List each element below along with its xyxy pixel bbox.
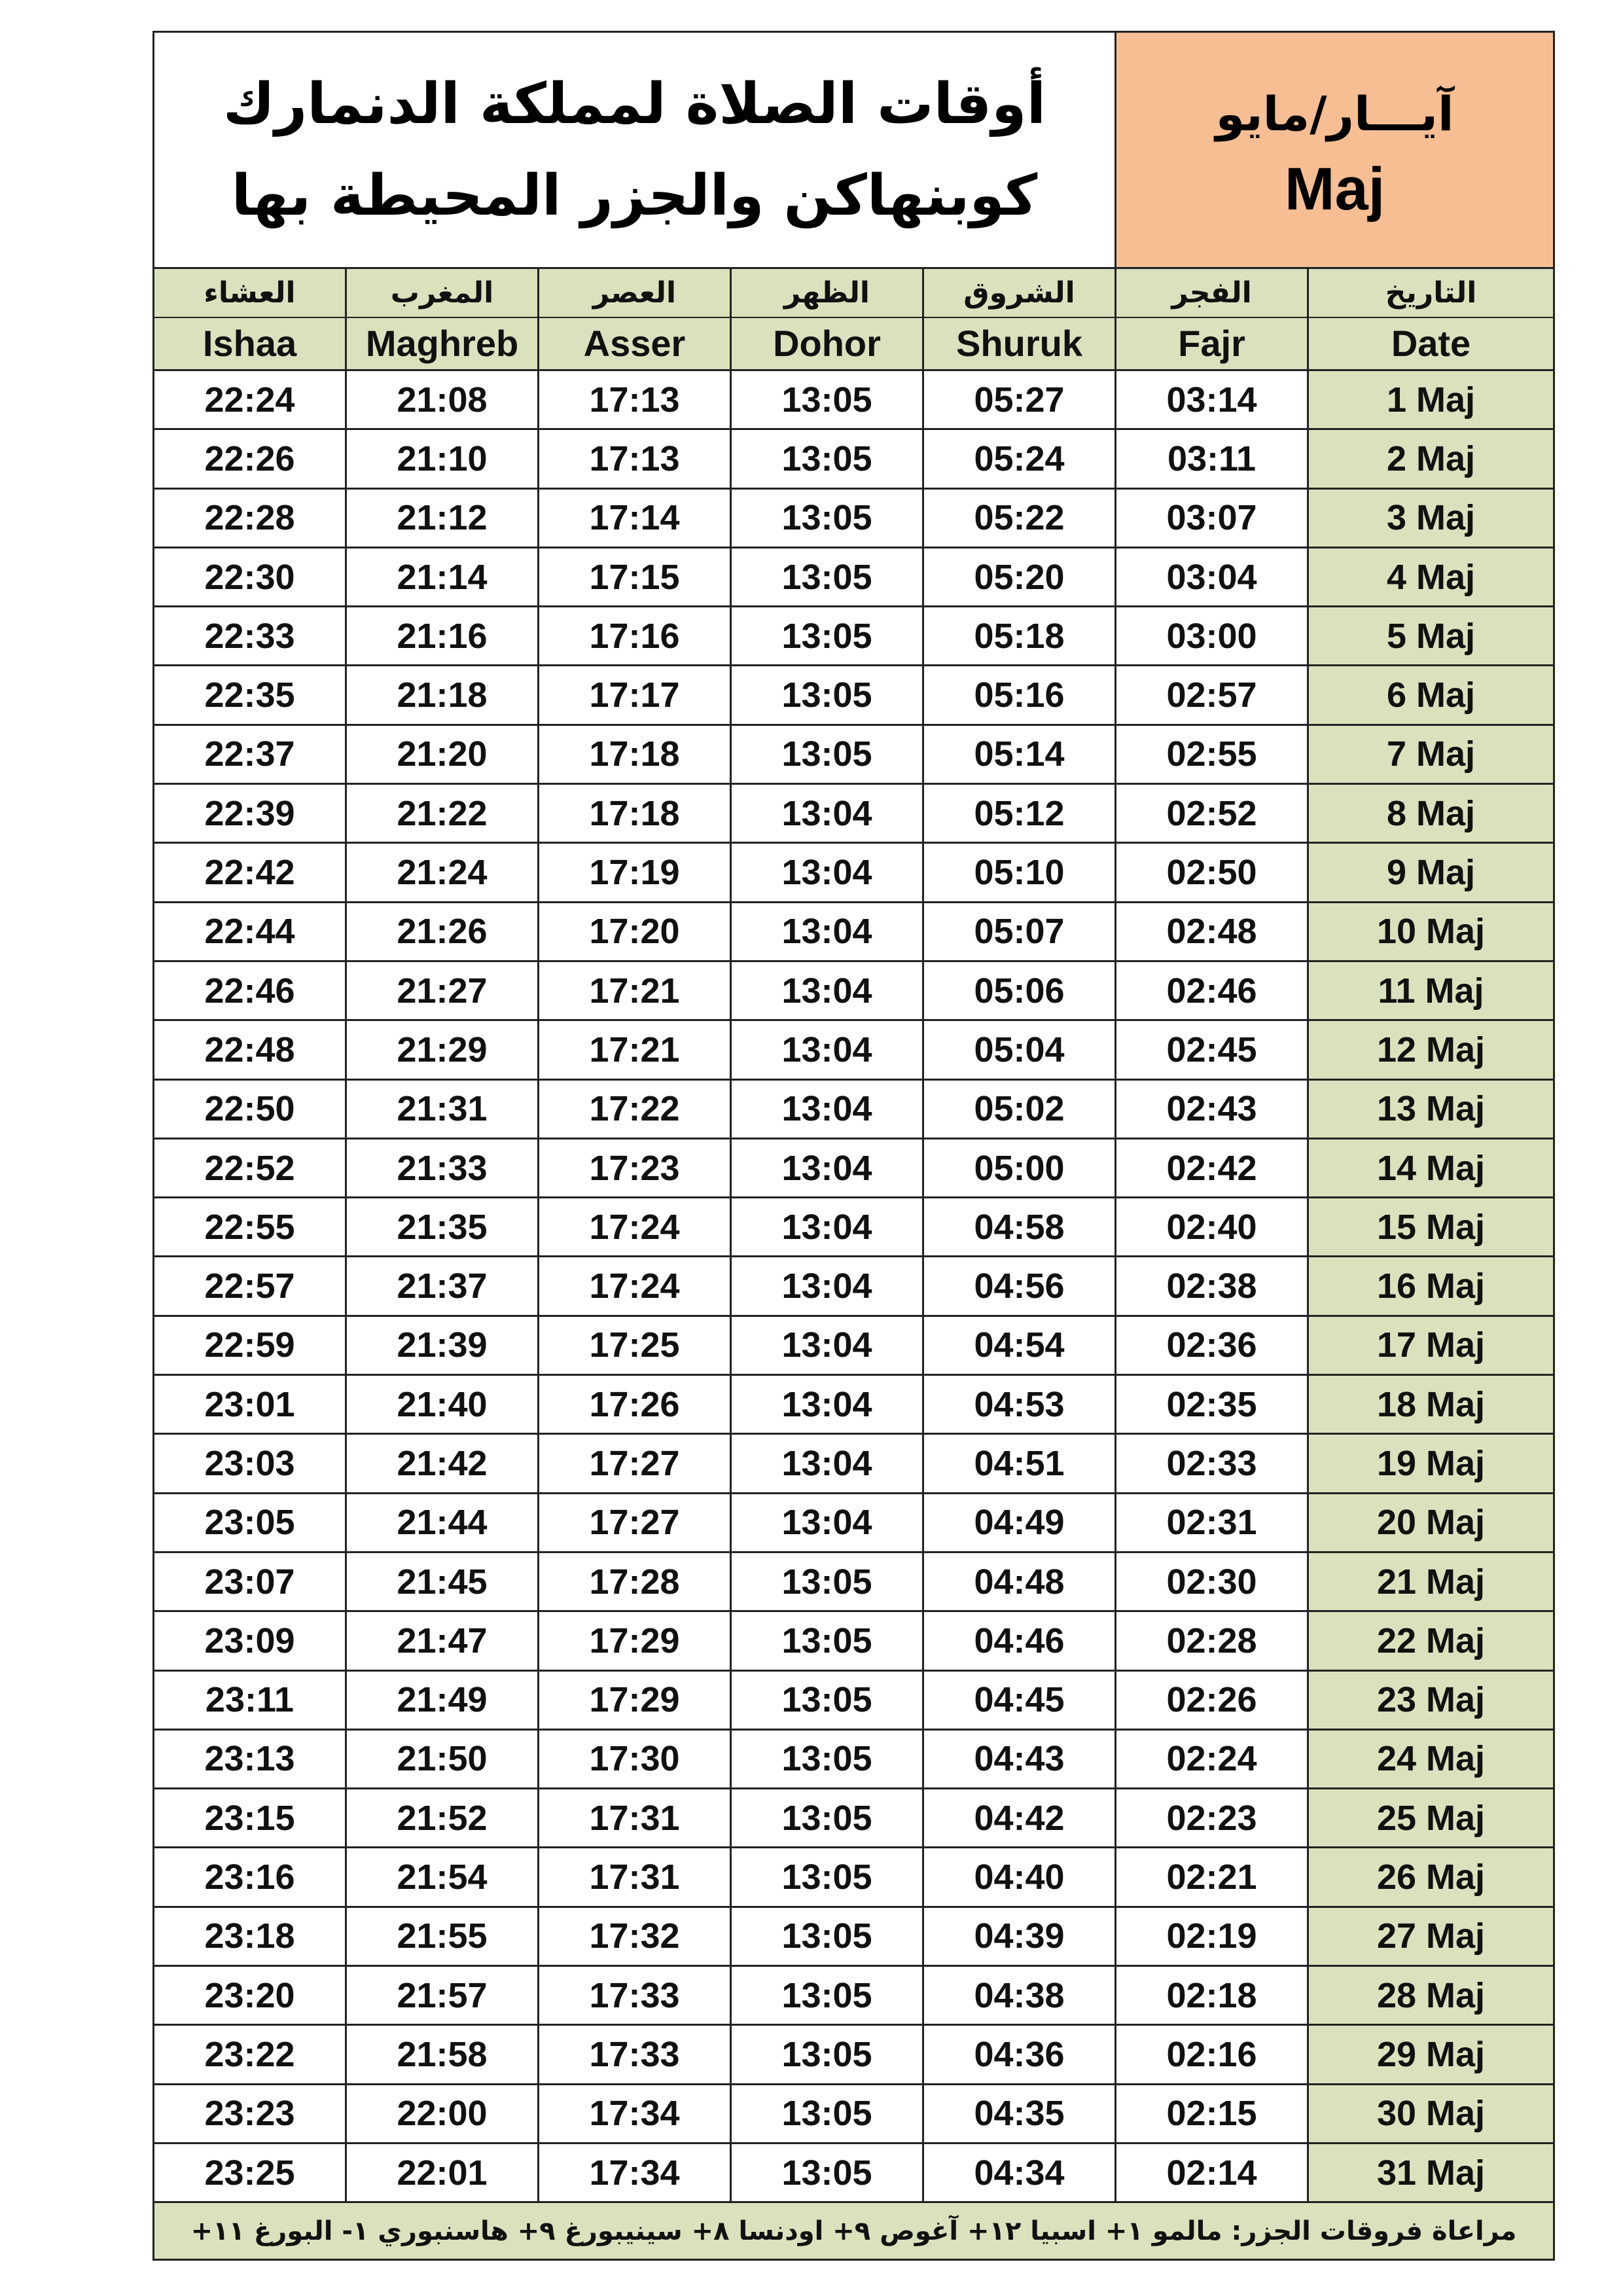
cell-shuruk: 04:56: [923, 1257, 1116, 1316]
cell-date: 5 Maj: [1308, 607, 1554, 666]
cell-asser: 17:15: [539, 547, 731, 606]
cell-fajr: 02:18: [1116, 1966, 1308, 2025]
cell-shuruk: 04:36: [923, 2025, 1116, 2084]
cell-maghreb: 21:54: [346, 1848, 539, 1907]
cell-fajr: 02:24: [1116, 1729, 1308, 1788]
cell-maghreb: 21:40: [346, 1375, 539, 1434]
cell-maghreb: 21:58: [346, 2025, 539, 2084]
cell-dohor: 13:05: [731, 1789, 923, 1848]
cell-dohor: 13:04: [731, 1493, 923, 1552]
cell-date: 3 Maj: [1308, 488, 1554, 547]
cell-shuruk: 04:40: [923, 1848, 1116, 1907]
cell-fajr: 02:50: [1116, 843, 1308, 902]
cell-dohor: 13:04: [731, 1138, 923, 1197]
table-row: [154, 488, 1554, 547]
cell-maghreb: 21:33: [346, 1138, 539, 1197]
cell-maghreb: 21:14: [346, 547, 539, 606]
cell-asser: 17:26: [539, 1375, 731, 1434]
cell-dohor: 13:04: [731, 961, 923, 1020]
column-header-ar-ishaa: العشاء: [154, 268, 346, 317]
table-row: [154, 1611, 1554, 1670]
cell-shuruk: 04:35: [923, 2084, 1116, 2143]
month-latin: Maj: [1284, 156, 1385, 223]
cell-ishaa: 23:15: [154, 1789, 346, 1848]
cell-date: 10 Maj: [1308, 902, 1554, 961]
column-header-ar-dohor: الظهر: [731, 268, 923, 317]
cell-asser: 17:18: [539, 725, 731, 783]
cell-asser: 17:14: [539, 488, 731, 547]
cell-maghreb: 21:20: [346, 725, 539, 783]
column-header-en-maghreb: Maghreb: [346, 317, 539, 370]
cell-dohor: 13:04: [731, 1316, 923, 1374]
cell-asser: 17:24: [539, 1198, 731, 1257]
column-header-en-shuruk: Shuruk: [923, 317, 1116, 370]
cell-date: 24 Maj: [1308, 1729, 1554, 1788]
cell-fajr: 03:14: [1116, 370, 1308, 429]
cell-fajr: 02:45: [1116, 1020, 1308, 1079]
cell-asser: 17:30: [539, 1729, 731, 1788]
table-row: [154, 784, 1554, 843]
column-header-en-date: Date: [1308, 317, 1554, 370]
cell-maghreb: 21:52: [346, 1789, 539, 1848]
cell-dohor: 13:04: [731, 1020, 923, 1079]
cell-ishaa: 23:11: [154, 1670, 346, 1729]
cell-shuruk: 05:27: [923, 370, 1116, 429]
column-header-en-ishaa: Ishaa: [154, 317, 346, 370]
column-header-arabic-row: [154, 268, 1554, 317]
cell-maghreb: 22:01: [346, 2143, 539, 2202]
column-header-ar-fajr: الفجر: [1116, 268, 1308, 317]
cell-ishaa: 23:03: [154, 1434, 346, 1493]
cell-ishaa: 22:33: [154, 607, 346, 666]
table-row: [154, 1848, 1554, 1907]
cell-ishaa: 22:48: [154, 1020, 346, 1079]
table-row: [154, 429, 1554, 488]
cell-fajr: 02:42: [1116, 1138, 1308, 1197]
cell-fajr: 03:07: [1116, 488, 1308, 547]
cell-shuruk: 05:24: [923, 429, 1116, 488]
column-header-en-fajr: Fajr: [1116, 317, 1308, 370]
cell-dohor: 13:04: [731, 1257, 923, 1316]
cell-maghreb: 21:55: [346, 1907, 539, 1965]
cell-date: 31 Maj: [1308, 2143, 1554, 2202]
cell-date: 22 Maj: [1308, 1611, 1554, 1670]
cell-asser: 17:27: [539, 1434, 731, 1493]
cell-date: 21 Maj: [1308, 1552, 1554, 1611]
table-row: [154, 961, 1554, 1020]
month-block: [1116, 32, 1554, 268]
title-header-row: [154, 32, 1554, 268]
cell-asser: 17:16: [539, 607, 731, 666]
cell-ishaa: 23:25: [154, 2143, 346, 2202]
cell-shuruk: 04:53: [923, 1375, 1116, 1434]
cell-date: 2 Maj: [1308, 429, 1554, 488]
cell-date: 23 Maj: [1308, 1670, 1554, 1729]
cell-shuruk: 04:34: [923, 2143, 1116, 2202]
cell-shuruk: 04:49: [923, 1493, 1116, 1552]
cell-date: 13 Maj: [1308, 1079, 1554, 1138]
cell-asser: 17:32: [539, 1907, 731, 1965]
table-row: [154, 1789, 1554, 1848]
cell-dohor: 13:05: [731, 429, 923, 488]
cell-dohor: 13:04: [731, 1079, 923, 1138]
table-row: [154, 1729, 1554, 1788]
cell-maghreb: 21:26: [346, 902, 539, 961]
cell-asser: 17:17: [539, 666, 731, 725]
column-header-ar-shuruk: الشروق: [923, 268, 1116, 317]
cell-fajr: 02:26: [1116, 1670, 1308, 1729]
table-row: [154, 1079, 1554, 1138]
cell-shuruk: 05:10: [923, 843, 1116, 902]
cell-maghreb: 21:24: [346, 843, 539, 902]
cell-asser: 17:29: [539, 1611, 731, 1670]
cell-asser: 17:28: [539, 1552, 731, 1611]
cell-asser: 17:29: [539, 1670, 731, 1729]
cell-shuruk: 05:20: [923, 547, 1116, 606]
cell-dohor: 13:05: [731, 2143, 923, 2202]
cell-shuruk: 05:06: [923, 961, 1116, 1020]
cell-asser: 17:31: [539, 1789, 731, 1848]
footer-row: [154, 2202, 1554, 2260]
table-row: [154, 1670, 1554, 1729]
cell-dohor: 13:04: [731, 843, 923, 902]
cell-dohor: 13:05: [731, 2084, 923, 2143]
cell-fajr: 02:38: [1116, 1257, 1308, 1316]
cell-asser: 17:18: [539, 784, 731, 843]
cell-maghreb: 21:39: [346, 1316, 539, 1374]
column-header-ar-maghreb: المغرب: [346, 268, 539, 317]
cell-maghreb: 21:12: [346, 488, 539, 547]
table-row: [154, 1198, 1554, 1257]
cell-ishaa: 22:59: [154, 1316, 346, 1374]
cell-ishaa: 23:20: [154, 1966, 346, 2025]
cell-fajr: 02:52: [1116, 784, 1308, 843]
cell-asser: 17:34: [539, 2143, 731, 2202]
cell-asser: 17:22: [539, 1079, 731, 1138]
table-row: [154, 843, 1554, 902]
cell-date: 29 Maj: [1308, 2025, 1554, 2084]
table-row: [154, 1257, 1554, 1316]
cell-maghreb: 21:45: [346, 1552, 539, 1611]
cell-ishaa: 22:26: [154, 429, 346, 488]
cell-asser: 17:13: [539, 429, 731, 488]
table-row: [154, 2025, 1554, 2084]
column-header-en-dohor: Dohor: [731, 317, 923, 370]
cell-fajr: 02:48: [1116, 902, 1308, 961]
cell-shuruk: 05:18: [923, 607, 1116, 666]
table-row: [154, 607, 1554, 666]
cell-ishaa: 23:18: [154, 1907, 346, 1965]
cell-date: 20 Maj: [1308, 1493, 1554, 1552]
cell-fajr: 02:15: [1116, 2084, 1308, 2143]
cell-ishaa: 22:46: [154, 961, 346, 1020]
table-row: [154, 902, 1554, 961]
cell-shuruk: 04:45: [923, 1670, 1116, 1729]
cell-asser: 17:23: [539, 1138, 731, 1197]
table-row: [154, 1138, 1554, 1197]
cell-fajr: 02:33: [1116, 1434, 1308, 1493]
cell-maghreb: 21:10: [346, 429, 539, 488]
cell-ishaa: 22:50: [154, 1079, 346, 1138]
cell-date: 16 Maj: [1308, 1257, 1554, 1316]
table-row: [154, 1907, 1554, 1965]
cell-fajr: 02:46: [1116, 961, 1308, 1020]
cell-dohor: 13:04: [731, 1375, 923, 1434]
table-row: [154, 2084, 1554, 2143]
cell-dohor: 13:05: [731, 607, 923, 666]
cell-shuruk: 04:48: [923, 1552, 1116, 1611]
table-row: [154, 370, 1554, 429]
cell-maghreb: 21:42: [346, 1434, 539, 1493]
cell-ishaa: 23:13: [154, 1729, 346, 1788]
table-row: [154, 666, 1554, 725]
cell-maghreb: 21:16: [346, 607, 539, 666]
prayer-times-table: [152, 31, 1555, 2261]
cell-shuruk: 05:00: [923, 1138, 1116, 1197]
cell-fajr: 02:16: [1116, 2025, 1308, 2084]
cell-fajr: 02:36: [1116, 1316, 1308, 1374]
cell-dohor: 13:05: [731, 1729, 923, 1788]
cell-asser: 17:25: [539, 1316, 731, 1374]
table-row: [154, 1375, 1554, 1434]
cell-shuruk: 04:38: [923, 1966, 1116, 2025]
cell-asser: 17:13: [539, 370, 731, 429]
title-line-1: أوقات الصلاة لمملكة الدنمارك: [223, 71, 1046, 137]
title-block: [154, 32, 1116, 268]
cell-dohor: 13:05: [731, 488, 923, 547]
cell-maghreb: 21:50: [346, 1729, 539, 1788]
cell-maghreb: 21:49: [346, 1670, 539, 1729]
cell-maghreb: 21:37: [346, 1257, 539, 1316]
cell-dohor: 13:05: [731, 725, 923, 783]
cell-maghreb: 22:00: [346, 2084, 539, 2143]
cell-date: 17 Maj: [1308, 1316, 1554, 1374]
cell-maghreb: 21:18: [346, 666, 539, 725]
cell-ishaa: 23:22: [154, 2025, 346, 2084]
table-row: [154, 725, 1554, 783]
table-row: [154, 547, 1554, 606]
cell-dohor: 13:05: [731, 1907, 923, 1965]
cell-ishaa: 22:55: [154, 1198, 346, 1257]
cell-date: 28 Maj: [1308, 1966, 1554, 2025]
cell-maghreb: 21:08: [346, 370, 539, 429]
cell-maghreb: 21:44: [346, 1493, 539, 1552]
column-header-ar-asser: العصر: [539, 268, 731, 317]
cell-fajr: 03:00: [1116, 607, 1308, 666]
column-header-en-asser: Asser: [539, 317, 731, 370]
cell-date: 30 Maj: [1308, 2084, 1554, 2143]
cell-ishaa: 23:05: [154, 1493, 346, 1552]
cell-shuruk: 04:43: [923, 1729, 1116, 1788]
cell-dohor: 13:05: [731, 1552, 923, 1611]
cell-shuruk: 04:54: [923, 1316, 1116, 1374]
cell-date: 25 Maj: [1308, 1789, 1554, 1848]
cell-date: 12 Maj: [1308, 1020, 1554, 1079]
cell-ishaa: 23:01: [154, 1375, 346, 1434]
cell-maghreb: 21:57: [346, 1966, 539, 2025]
cell-dohor: 13:05: [731, 547, 923, 606]
cell-ishaa: 23:09: [154, 1611, 346, 1670]
cell-date: 11 Maj: [1308, 961, 1554, 1020]
cell-date: 7 Maj: [1308, 725, 1554, 783]
cell-asser: 17:33: [539, 2025, 731, 2084]
cell-asser: 17:31: [539, 1848, 731, 1907]
cell-dohor: 13:04: [731, 784, 923, 843]
cell-fajr: 02:35: [1116, 1375, 1308, 1434]
prayer-times-sheet: [152, 31, 1553, 2261]
cell-shuruk: 05:12: [923, 784, 1116, 843]
cell-asser: 17:34: [539, 2084, 731, 2143]
cell-shuruk: 04:51: [923, 1434, 1116, 1493]
cell-maghreb: 21:29: [346, 1020, 539, 1079]
cell-dohor: 13:04: [731, 902, 923, 961]
table-row: [154, 1552, 1554, 1611]
cell-dohor: 13:05: [731, 2025, 923, 2084]
cell-fajr: 02:57: [1116, 666, 1308, 725]
table-row: [154, 1316, 1554, 1374]
cell-date: 18 Maj: [1308, 1375, 1554, 1434]
table-row: [154, 1493, 1554, 1552]
cell-shuruk: 05:22: [923, 488, 1116, 547]
cell-dohor: 13:05: [731, 370, 923, 429]
cell-fajr: 02:23: [1116, 1789, 1308, 1848]
cell-ishaa: 22:57: [154, 1257, 346, 1316]
cell-asser: 17:33: [539, 1966, 731, 2025]
cell-fajr: 02:19: [1116, 1907, 1308, 1965]
cell-shuruk: 05:16: [923, 666, 1116, 725]
cell-date: 27 Maj: [1308, 1907, 1554, 1965]
cell-fajr: 03:11: [1116, 429, 1308, 488]
cell-date: 14 Maj: [1308, 1138, 1554, 1197]
cell-asser: 17:21: [539, 1020, 731, 1079]
cell-fajr: 02:43: [1116, 1079, 1308, 1138]
cell-date: 26 Maj: [1308, 1848, 1554, 1907]
cell-ishaa: 22:30: [154, 547, 346, 606]
cell-maghreb: 21:22: [346, 784, 539, 843]
cell-fajr: 02:31: [1116, 1493, 1308, 1552]
cell-shuruk: 05:07: [923, 902, 1116, 961]
cell-shuruk: 05:02: [923, 1079, 1116, 1138]
cell-ishaa: 23:07: [154, 1552, 346, 1611]
title-line-2: كوبنهاكن والجزر المحيطة بها: [231, 163, 1038, 228]
cell-ishaa: 22:39: [154, 784, 346, 843]
cell-date: 15 Maj: [1308, 1198, 1554, 1257]
island-offsets-note: مراعاة فروقات الجزر: مالمو ١+ اسبيا ١٢+ آغوص ٩+ اودنسا ٨+ سينيبورغ ٩+ هاسنبوري ١- البورغ ١١+: [154, 2202, 1554, 2260]
cell-dohor: 13:04: [731, 1198, 923, 1257]
cell-dohor: 13:04: [731, 1434, 923, 1493]
cell-shuruk: 04:42: [923, 1789, 1116, 1848]
cell-ishaa: 22:52: [154, 1138, 346, 1197]
cell-asser: 17:21: [539, 961, 731, 1020]
cell-shuruk: 04:39: [923, 1907, 1116, 1965]
cell-fajr: 02:28: [1116, 1611, 1308, 1670]
cell-asser: 17:19: [539, 843, 731, 902]
cell-shuruk: 05:14: [923, 725, 1116, 783]
cell-fajr: 02:40: [1116, 1198, 1308, 1257]
column-header-ar-date: التاريخ: [1308, 268, 1554, 317]
column-header-english-row: [154, 317, 1554, 370]
table-row: [154, 1966, 1554, 2025]
cell-ishaa: 22:35: [154, 666, 346, 725]
month-arabic: آيـــار/مايو: [1215, 86, 1454, 141]
cell-dohor: 13:05: [731, 1966, 923, 2025]
cell-date: 1 Maj: [1308, 370, 1554, 429]
cell-dohor: 13:05: [731, 1848, 923, 1907]
cell-date: 4 Maj: [1308, 547, 1554, 606]
cell-maghreb: 21:27: [346, 961, 539, 1020]
cell-ishaa: 22:42: [154, 843, 346, 902]
cell-maghreb: 21:47: [346, 1611, 539, 1670]
cell-ishaa: 22:24: [154, 370, 346, 429]
cell-asser: 17:20: [539, 902, 731, 961]
table-row: [154, 2143, 1554, 2202]
cell-shuruk: 05:04: [923, 1020, 1116, 1079]
table-row: [154, 1020, 1554, 1079]
cell-shuruk: 04:46: [923, 1611, 1116, 1670]
cell-fajr: 02:21: [1116, 1848, 1308, 1907]
cell-fajr: 02:55: [1116, 725, 1308, 783]
cell-dohor: 13:05: [731, 1611, 923, 1670]
cell-dohor: 13:05: [731, 666, 923, 725]
table-row: [154, 1434, 1554, 1493]
cell-asser: 17:24: [539, 1257, 731, 1316]
cell-date: 9 Maj: [1308, 843, 1554, 902]
cell-date: 8 Maj: [1308, 784, 1554, 843]
cell-ishaa: 23:23: [154, 2084, 346, 2143]
cell-ishaa: 22:44: [154, 902, 346, 961]
cell-date: 6 Maj: [1308, 666, 1554, 725]
cell-fajr: 02:30: [1116, 1552, 1308, 1611]
cell-asser: 17:27: [539, 1493, 731, 1552]
cell-ishaa: 22:37: [154, 725, 346, 783]
cell-shuruk: 04:58: [923, 1198, 1116, 1257]
cell-fajr: 03:04: [1116, 547, 1308, 606]
cell-fajr: 02:14: [1116, 2143, 1308, 2202]
cell-ishaa: 22:28: [154, 488, 346, 547]
cell-maghreb: 21:31: [346, 1079, 539, 1138]
cell-ishaa: 23:16: [154, 1848, 346, 1907]
cell-maghreb: 21:35: [346, 1198, 539, 1257]
cell-date: 19 Maj: [1308, 1434, 1554, 1493]
cell-dohor: 13:05: [731, 1670, 923, 1729]
